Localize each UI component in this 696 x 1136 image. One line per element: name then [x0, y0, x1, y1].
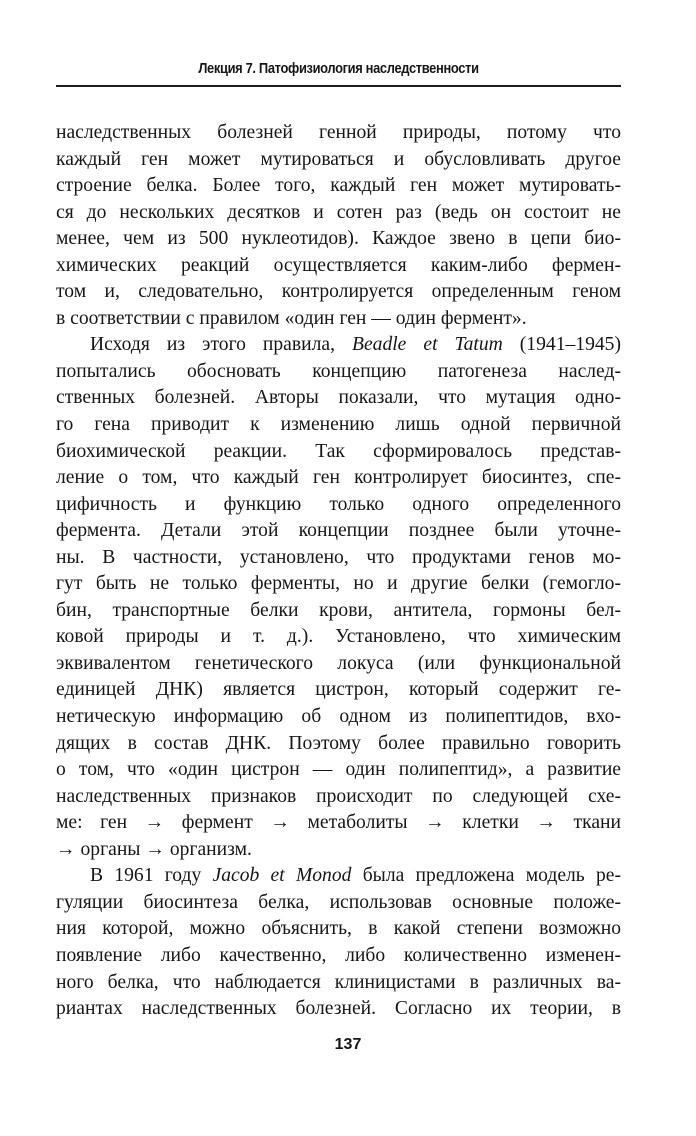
page-number: 137 — [334, 1036, 362, 1053]
text-line: В 1961 году Jacob et Monod была предложена модель ре- — [90, 865, 621, 887]
text-line: единицей ДНК) является цистрон, который содержит ге- — [56, 679, 621, 701]
text-line: бин, транспортные белки крови, антитела, гормоны бел- — [56, 599, 621, 621]
text-line: эквивалентом генетического локуса (или функциональной — [56, 652, 621, 674]
text-line: в соответствии с правилом «один ген — один фермент». — [56, 307, 527, 329]
text-line: ного белка, что наблюдается клиницистами в различных ва- — [56, 971, 621, 993]
text-line: го гена приводит к изменению лишь одной первичной — [56, 414, 621, 436]
text-line: каждый ген может мутироваться и обусловливать другое — [56, 148, 621, 170]
text-line: наследственных признаков происходит по следующей схе- — [56, 785, 621, 807]
text-line: Исходя из этого правила, Beadle et Tatum (1941–1945) — [90, 334, 622, 356]
text-line: химических реакций осуществляется каким-либо фермен- — [56, 254, 621, 276]
text-line: риантах наследственных болезней. Согласно их теории, в — [56, 998, 621, 1020]
text-line: попытались обосновать концепцию патогенеза наслед- — [56, 360, 621, 382]
text-line: появление либо качественно, либо количественно изменен- — [56, 944, 621, 966]
text-line: ление о том, что каждый ген контролирует биосинтез, спе- — [56, 467, 621, 489]
text-line: ственных болезней. Авторы показали, что мутация одно- — [56, 387, 621, 409]
text-line: том и, следовательно, контролируется определенным геном — [56, 281, 621, 303]
text-line: → органы → организм. — [56, 838, 252, 860]
text-line: строение белка. Более того, каждый ген может мутировать- — [56, 175, 621, 197]
text-line: ковой природы и т. д.). Установлено, что химическим — [56, 626, 621, 648]
text-line: биохимической реакции. Так сформировалось представ- — [56, 440, 621, 462]
body-text — [56, 120, 621, 1023]
text-line: нетическую информацию об одном из полипептидов, вхо- — [56, 706, 621, 728]
text-line: ме: ген → фермент → метаболиты → клетки → ткани — [56, 812, 621, 834]
running-head: Лекция 7. Патофизиология наследственности — [198, 60, 479, 77]
text-line: дящих в состав ДНК. Поэтому более правильно говорить — [56, 732, 621, 754]
text-line: наследственных болезней генной природы, потому что — [56, 122, 621, 143]
text-line: гут быть не только ферменты, но и другие белки (гемогло- — [56, 573, 621, 595]
text-line: гуляции биосинтеза белка, использовав основные положе- — [56, 891, 621, 913]
text-line: менее, чем из 500 нуклеотидов). Каждое звено в цепи био- — [56, 228, 621, 250]
text-line: ния которой, можно объяснить, в какой степени возможно — [56, 918, 621, 940]
text-line: о том, что «один цистрон — один полипептид», а развитие — [56, 759, 621, 781]
text-line: фермента. Детали этой концепции позднее были уточне- — [56, 520, 621, 542]
text-line: ны. В частности, установлено, что продуктами генов мо- — [56, 546, 621, 568]
text-line: цифичность и функцию только одного определенного — [56, 493, 621, 515]
header-rule — [56, 85, 621, 87]
text-line: ся до нескольких десятков и сотен раз (ведь он состоит не — [56, 201, 621, 223]
